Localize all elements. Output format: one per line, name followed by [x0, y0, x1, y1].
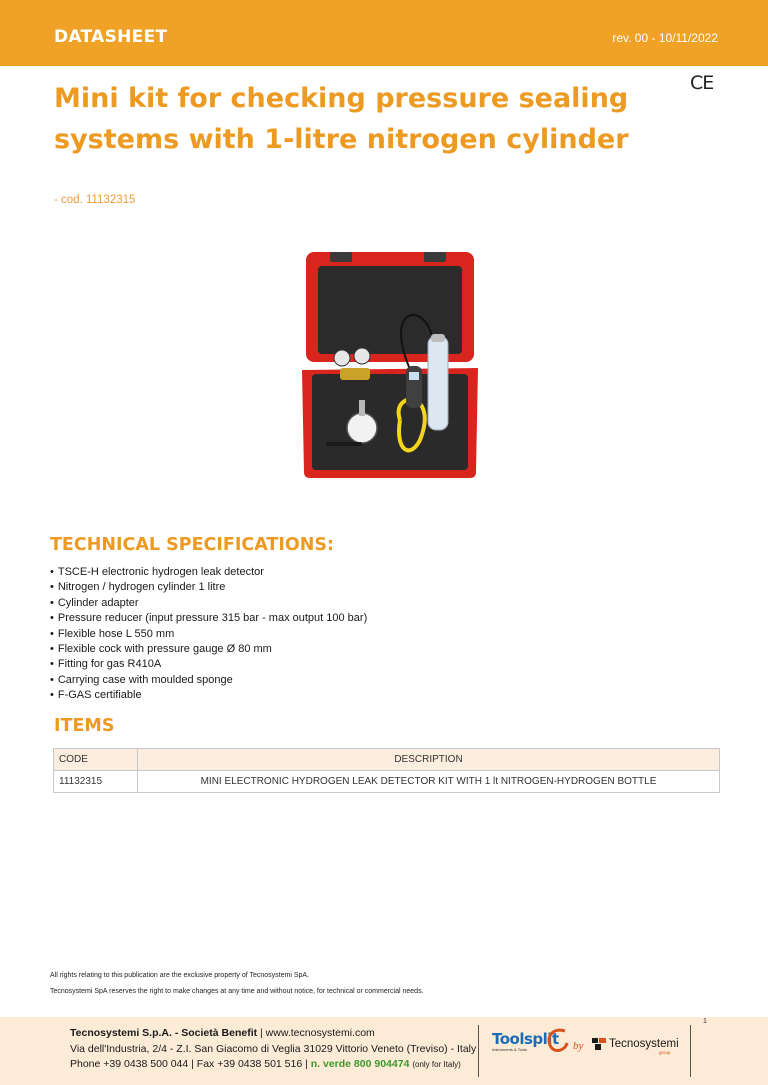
toll-free-note: (only for Italy)	[412, 1060, 461, 1069]
company-info	[70, 1026, 476, 1073]
doc-type-label: DATASHEET	[54, 27, 168, 47]
nitrogen-cylinder	[428, 336, 448, 430]
legal-notice-2: Tecnosystemi SpA reserves the right to make changes at any time and without notice, for technical or commercial needs.	[50, 988, 424, 995]
legal-notice-1: All rights relating to this publication are the exclusive property of Tecnosystemi SpA.	[50, 972, 309, 979]
specifications-list	[50, 565, 367, 704]
tecnosystemi-group-label: group	[659, 1050, 671, 1055]
ce-mark-icon: CE	[690, 72, 714, 94]
fitting-tool	[326, 442, 362, 446]
title-line-1: Mini kit for checking pressure sealing	[54, 83, 629, 114]
page-title	[54, 78, 654, 160]
spec-item: • Cylinder adapter	[50, 596, 367, 611]
spec-item: • Fitting for gas R410A	[50, 657, 367, 672]
website-link[interactable]: | www.tecnosystemi.com	[260, 1027, 375, 1039]
revision-label: rev. 00 - 10/11/2022	[612, 31, 718, 45]
toll-free-number: n. verde 800 904474	[310, 1058, 410, 1070]
spec-item: • Carrying case with moulded sponge	[50, 673, 367, 688]
title-line-2: systems with 1-litre nitrogen cylinder	[54, 124, 629, 155]
items-table	[53, 748, 720, 793]
table-header-row	[54, 749, 720, 771]
toolsplit-swoosh-icon	[545, 1027, 569, 1053]
footer	[0, 1017, 768, 1085]
specifications-heading: TECHNICAL SPECIFICATIONS:	[50, 535, 334, 555]
tecnosystemi-logo-text: Tecnosystemi	[609, 1038, 679, 1050]
column-header-description: DESCRIPTION	[138, 749, 720, 771]
lid-latch-right	[424, 252, 446, 262]
spec-item: • Flexible hose L 550 mm	[50, 627, 367, 642]
gauge-small-right	[354, 348, 370, 364]
spec-item: • F-GAS certifiable	[50, 688, 367, 703]
product-code: - cod. 11132315	[54, 194, 136, 206]
gauge-small-left	[334, 350, 350, 366]
footer-divider-right	[690, 1025, 691, 1077]
items-heading: ITEMS	[54, 716, 115, 736]
spec-item: • Flexible cock with pressure gauge Ø 80 mm	[50, 642, 367, 657]
page-number: 1	[703, 1018, 707, 1025]
detector-display	[409, 372, 419, 380]
gauge-stem	[359, 400, 365, 416]
tecnosystemi-logo	[592, 1038, 679, 1055]
table-row	[54, 771, 720, 793]
phone-fax: Phone +39 0438 500 044 | Fax +39 0438 501 516 |	[70, 1058, 308, 1070]
company-address: Via dell'Industria, 2/4 - Z.I. San Giacomo di Veglia 31029 Vittorio Veneto (Treviso) - Italy	[70, 1042, 477, 1055]
lid-latch-left	[330, 252, 352, 262]
toolsplit-logo-text: Toolsplit	[492, 1030, 559, 1048]
product-image	[300, 250, 480, 480]
cell-description: MINI ELECTRONIC HYDROGEN LEAK DETECTOR KIT WITH 1 lt NITROGEN-HYDROGEN BOTTLE	[138, 771, 720, 793]
footer-divider-left	[478, 1025, 479, 1077]
spec-item: • Pressure reducer (input pressure 315 bar - max output 100 bar)	[50, 611, 367, 626]
company-name: Tecnosystemi S.p.A. - Società Benefit	[70, 1027, 258, 1039]
header-bar	[0, 0, 768, 66]
pressure-reducer	[340, 368, 370, 380]
column-header-code: CODE	[54, 749, 138, 771]
spec-item: • TSCE-H electronic hydrogen leak detector	[50, 565, 367, 580]
cylinder-cap	[431, 334, 445, 342]
tecnosystemi-mark-icon	[592, 1038, 606, 1050]
gauge-large	[347, 413, 377, 443]
by-label: by	[573, 1040, 584, 1052]
spec-item: • Nitrogen / hydrogen cylinder 1 litre	[50, 580, 367, 595]
cell-code: 11132315	[54, 771, 138, 793]
toolsplit-logo-sub: Instruments & Tools	[492, 1047, 528, 1052]
